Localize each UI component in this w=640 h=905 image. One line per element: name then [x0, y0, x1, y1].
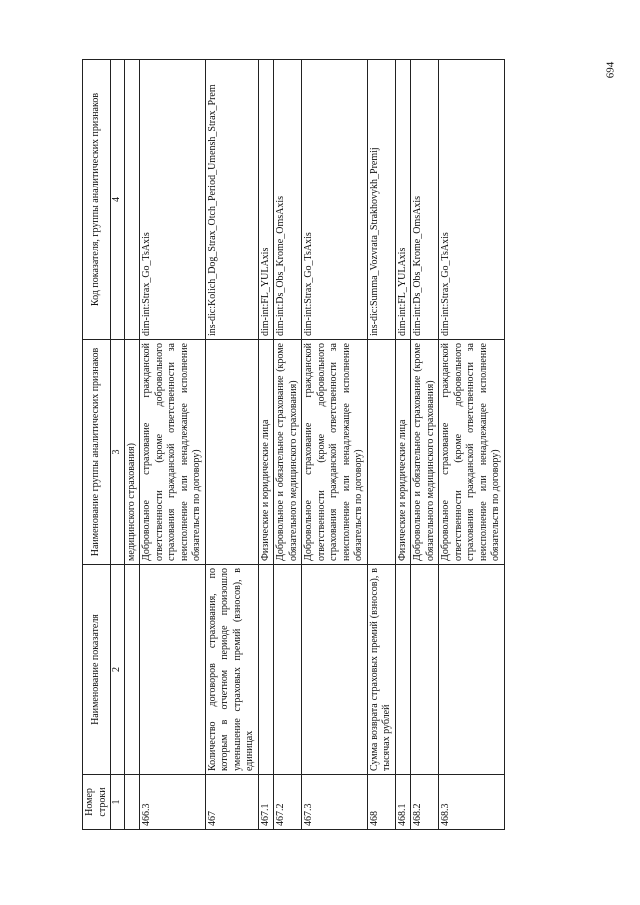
indicator-code: dim-int:FL_YULAxis	[258, 60, 274, 340]
header-row	[83, 60, 111, 830]
table-row	[411, 60, 439, 830]
table-row	[124, 60, 140, 830]
table-row	[302, 60, 368, 830]
header-group-name: Наименование группы аналитических признаков	[83, 340, 111, 565]
indicator-name	[274, 565, 302, 775]
group-name: Добровольное страхование гражданской ответственности (кроме добровольного страхования гражданской ответственности за неисполнение или ненадлежащее исполнение обязательств по договору)	[140, 340, 206, 565]
indicator-code: dim-int:FL_YULAxis	[395, 60, 411, 340]
indicator-table	[82, 59, 505, 830]
column-number: 2	[111, 565, 125, 775]
table-row	[367, 60, 395, 830]
column-number: 1	[111, 775, 125, 830]
table-row	[205, 60, 258, 830]
column-number: 3	[111, 340, 125, 565]
group-name: медицинского страхования)	[124, 340, 140, 565]
indicator-name	[302, 565, 368, 775]
indicator-name: Количество договоров страхования, по которым в отчетном периоде произошло уменьшение страховых премий (взносов), в единицах	[205, 565, 258, 775]
indicator-name	[140, 565, 206, 775]
row-number: 467.1	[258, 775, 274, 830]
group-name: Добровольное и обязательное страхование (кроме обязательного медицинского страхования)	[411, 340, 439, 565]
row-number: 467	[205, 775, 258, 830]
group-name	[367, 340, 395, 565]
indicator-code: ins-dic:Summa_Vozvrata_Strakhovykh_Premij	[367, 60, 395, 340]
indicator-name	[411, 565, 439, 775]
indicator-code: dim-int:Strax_Go_TsAxis	[439, 60, 505, 340]
table-row	[395, 60, 411, 830]
group-name: Физические и юридические лица	[395, 340, 411, 565]
group-name: Физические и юридические лица	[258, 340, 274, 565]
indicator-code: dim-int:Strax_Go_TsAxis	[140, 60, 206, 340]
page-number: 694	[604, 61, 617, 79]
table-row	[274, 60, 302, 830]
indicator-code: ins-dic:Kolich_Dog_Strax_Otch_Period_Umensh_Strax_Prem	[205, 60, 258, 340]
table-row	[140, 60, 206, 830]
group-name: Добровольное и обязательное страхование (кроме обязательного медицинского страхования)	[274, 340, 302, 565]
indicator-name	[124, 565, 140, 775]
row-number: 468.1	[395, 775, 411, 830]
header-row-number: Номер строки	[83, 775, 111, 830]
row-number	[124, 775, 140, 830]
row-number: 468.2	[411, 775, 439, 830]
indicator-name	[395, 565, 411, 775]
indicator-name: Сумма возврата страховых премий (взносов), в тысячах рублей	[367, 565, 395, 775]
row-number: 467.3	[302, 775, 368, 830]
row-number: 466.3	[140, 775, 206, 830]
indicator-code: dim-int:Ds_Obs_Krome_OmsAxis	[274, 60, 302, 340]
table-row	[258, 60, 274, 830]
header-code: Код показателя, группы аналитических признаков	[83, 60, 111, 340]
row-number: 468.3	[439, 775, 505, 830]
header-indicator-name: Наименование показателя	[83, 565, 111, 775]
indicator-code	[124, 60, 140, 340]
group-name: Добровольное страхование гражданской ответственности (кроме добровольного страхования гражданской ответственности за неисполнение или ненадлежащее исполнение обязательств по договору)	[302, 340, 368, 565]
column-number-row	[111, 60, 125, 830]
indicator-code: dim-int:Strax_Go_TsAxis	[302, 60, 368, 340]
indicator-code: dim-int:Ds_Obs_Krome_OmsAxis	[411, 60, 439, 340]
table-row	[439, 60, 505, 830]
group-name	[205, 340, 258, 565]
indicator-name	[439, 565, 505, 775]
indicator-name	[258, 565, 274, 775]
group-name: Добровольное страхование гражданской ответственности (кроме добровольного страхования гражданской ответственности за неисполнение или ненадлежащее исполнение обязательств по договору)	[439, 340, 505, 565]
rotated-table-container	[82, 60, 592, 830]
column-number: 4	[111, 60, 125, 340]
row-number: 467.2	[274, 775, 302, 830]
row-number: 468	[367, 775, 395, 830]
